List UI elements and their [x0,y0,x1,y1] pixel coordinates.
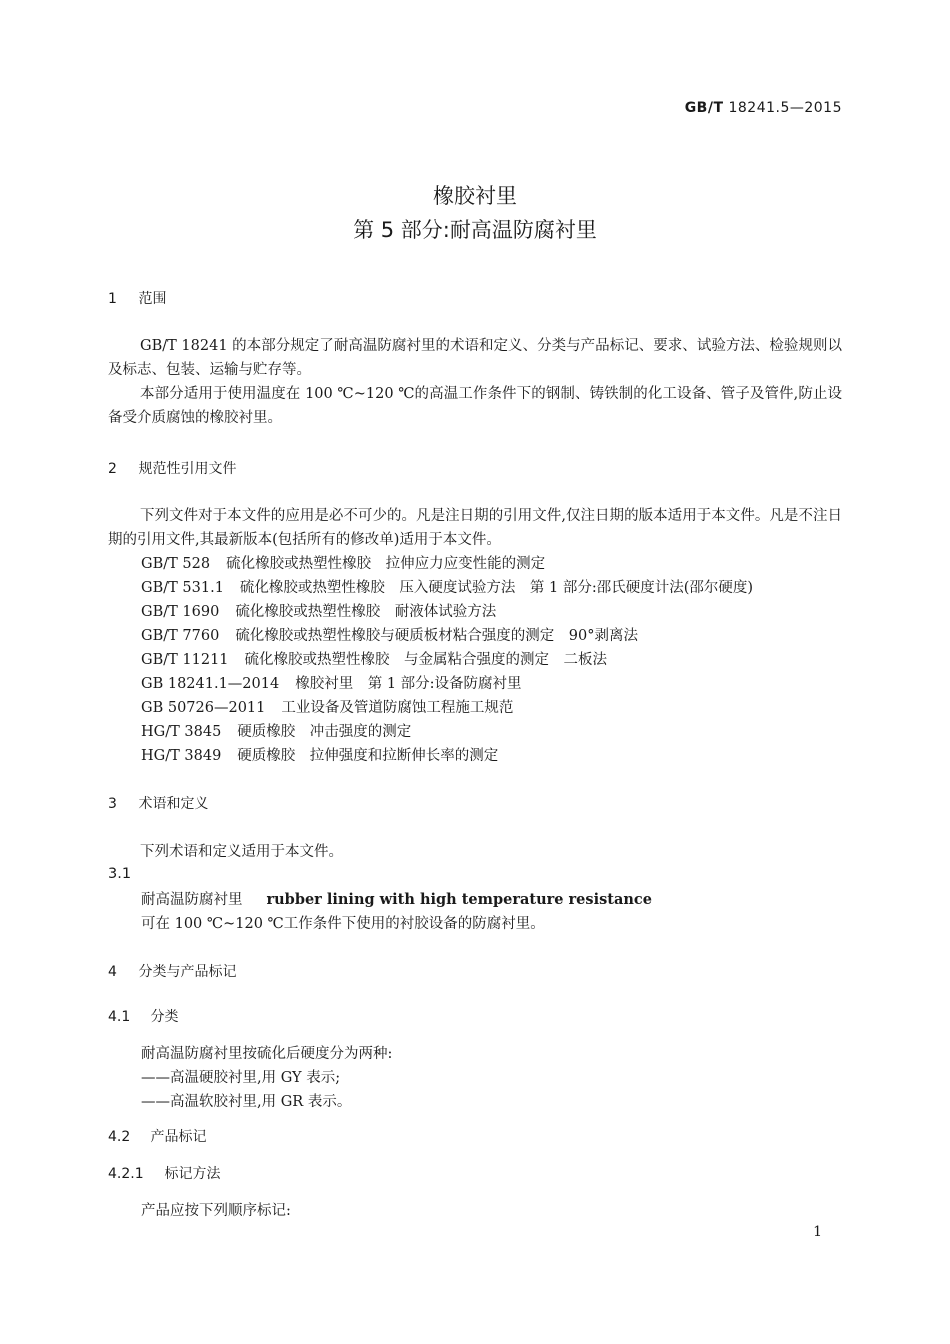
reference-item [141,576,753,597]
term-english: rubber lining with high temperature resistance [266,891,652,908]
subsection-4-1-heading [108,1006,178,1026]
reference-item [141,744,498,765]
reference-code: HG/T 3849 [141,748,222,764]
reference-title: 硫化橡胶或热塑性橡胶 压入硬度试验方法 第 1 部分:邵氏硬度计法(邵尔硬度) [239,580,754,596]
reference-code: GB/T 528 [141,556,211,572]
section-title: 术语和定义 [138,796,209,812]
reference-title: 硫化橡胶或热塑性橡胶 耐液体试验方法 [235,604,497,620]
section-2-paragraph-1: 下列文件对于本文件的应用是必不可少的。凡是注日期的引用文件,仅注日期的版本适用于本文件。凡是不注日期的引用文件,其最新版本(包括所有的修改单)适用于本文件。 [108,508,842,548]
section-1-heading [108,288,166,308]
term-definition: 可在 100 ℃~120 ℃工作条件下使用的衬胶设备的防腐衬里。 [141,916,545,932]
standard-prefix: GB/T [684,100,724,116]
reference-title: 橡胶衬里 第 1 部分:设备防腐衬里 [295,676,522,692]
page-number: 1 [813,1224,822,1240]
section-title: 分类与产品标记 [138,964,237,980]
reference-code: GB/T 11211 [141,652,229,668]
term-entry [141,888,652,909]
section-title: 标记方法 [164,1166,221,1182]
subsection-4-2-heading [108,1126,206,1146]
section-number: 4 [108,964,117,980]
section-number: 4.2.1 [108,1166,144,1182]
document-title: 橡胶衬里 [433,184,517,208]
section-number: 2 [108,461,117,477]
reference-code: HG/T 3845 [141,724,222,740]
reference-item [141,600,496,621]
reference-title: 硫化橡胶或热塑性橡胶 与金属粘合强度的测定 二板法 [244,652,608,668]
section-number: 4.1 [108,1009,131,1025]
section-1-paragraph-2: 本部分适用于使用温度在 100 ℃~120 ℃的高温工作条件下的钢制、铸铁制的化工设备、管子及管件,防止设备受介质腐蚀的橡胶衬里。 [108,386,842,426]
term-chinese: 耐高温防腐衬里 [141,892,243,908]
document-subtitle: 第 5 部分:耐高温防腐衬里 [353,218,597,242]
section-3-paragraph-1: 下列术语和定义适用于本文件。 [140,844,343,860]
term-number: 3.1 [108,866,132,882]
reference-item [141,720,411,741]
reference-code: GB/T 7760 [141,628,220,644]
subsection-4-2-1-heading [108,1163,220,1183]
classification-item-gy: ——高温硬胶衬里,用 GY 表示; [141,1070,341,1086]
reference-title: 硫化橡胶或热塑性橡胶 拉伸应力应变性能的测定 [226,556,546,572]
classification-intro: 耐高温防腐衬里按硫化后硬度分为两种: [141,1046,393,1062]
section-4-heading [108,961,236,981]
reference-code: GB/T 531.1 [141,580,224,596]
reference-code: GB 18241.1—2014 [141,676,280,692]
reference-code: GB/T 1690 [141,604,220,620]
reference-item [141,696,513,717]
section-title: 规范性引用文件 [138,461,237,477]
section-number: 1 [108,291,117,307]
reference-code: GB 50726—2011 [141,700,266,716]
reference-title: 硫化橡胶或热塑性橡胶与硬质板材粘合强度的测定 90°剥离法 [235,628,639,644]
classification-item-gr: ——高温软胶衬里,用 GR 表示。 [141,1094,352,1110]
standard-number: 18241.5—2015 [728,100,842,116]
section-2-heading [108,458,236,478]
section-title: 分类 [150,1009,179,1025]
reference-title: 硬质橡胶 拉伸强度和拉断伸长率的测定 [237,748,499,764]
reference-title: 工业设备及管道防腐蚀工程施工规范 [281,700,514,716]
section-title: 范围 [138,291,167,307]
reference-item [141,672,522,693]
reference-item [141,552,545,573]
marking-intro: 产品应按下列顺序标记: [141,1203,291,1219]
reference-item [141,648,607,669]
section-1-paragraph-1: GB/T 18241 的本部分规定了耐高温防腐衬里的术语和定义、分类与产品标记、要求、试验方法、检验规则以及标志、包装、运输与贮存等。 [108,338,842,378]
section-3-heading [108,793,208,813]
reference-item [141,624,638,645]
section-title: 产品标记 [150,1129,207,1145]
standard-code [685,100,842,116]
section-number: 3 [108,796,117,812]
section-number: 4.2 [108,1129,131,1145]
reference-title: 硬质橡胶 冲击强度的测定 [237,724,412,740]
